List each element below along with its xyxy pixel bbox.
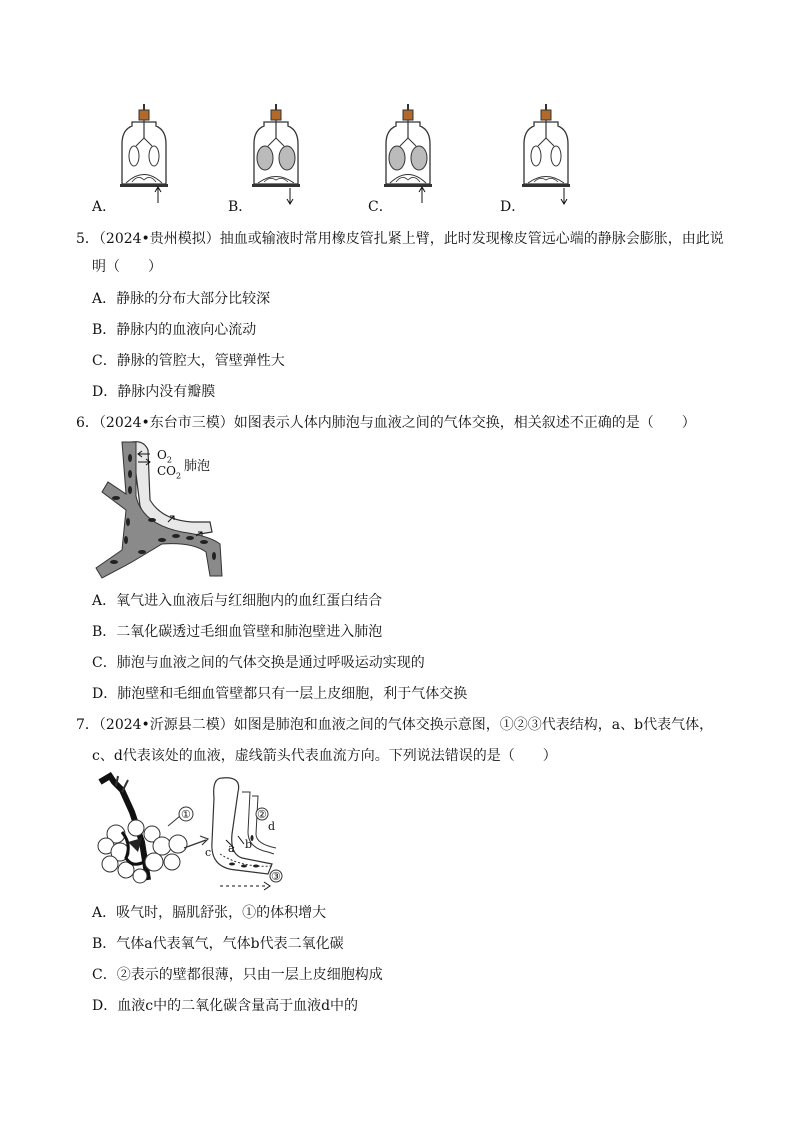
- q4-option-a-label: A．: [92, 199, 117, 215]
- q5-option-b: B．静脉内的血液向心流动: [92, 322, 257, 338]
- q5-stem-line2: 明（ ）: [92, 259, 162, 275]
- gas-a-label: a: [228, 842, 235, 855]
- gas-b-label: b: [245, 838, 253, 851]
- co2-label: $CO_2$: [157, 464, 182, 481]
- bell-jar-figure-b: [250, 104, 310, 194]
- blood-d-label: d: [268, 820, 276, 833]
- alveolus-label: 肺泡: [184, 459, 211, 474]
- structure-2-label: ②: [257, 808, 267, 821]
- q7-stem-line1: 7．（2024•沂源县二模）如图是肺泡和血液之间的气体交换示意图，①②③代表结构，a、b代表气体，: [76, 717, 714, 733]
- q5-stem-line1: 5．（2024•贵州模拟）抽血或输液时常用橡皮管扎紧上臂，此时发现橡皮管远心端的静脉会膨胀，由此说: [76, 231, 724, 247]
- bell-jar-figure-d: [520, 104, 580, 194]
- q6-option-c: C．肺泡与血液之间的气体交换是通过呼吸运动实现的: [92, 655, 425, 671]
- bell-jar-figure-a: [118, 104, 178, 194]
- structure-3-label: ③: [271, 870, 281, 883]
- q6-option-d: D．肺泡壁和毛细血管壁都只有一层上皮细胞，利于气体交换: [92, 686, 468, 702]
- o2-label: $O_2$: [157, 448, 172, 465]
- structure-1-label: ①: [181, 808, 191, 821]
- q5-option-a: A．静脉的分布大部分比较深: [92, 291, 271, 307]
- q6-option-a: A．氧气进入血液后与红细胞内的血红蛋白结合: [92, 593, 383, 609]
- q4-option-c-label: C．: [368, 199, 393, 215]
- blood-c-label: c: [205, 846, 212, 859]
- q6-option-b: B．二氧化碳透过毛细血管壁和肺泡壁进入肺泡: [92, 624, 383, 640]
- q7-option-b: B．气体a代表氧气，气体b代表二氧化碳: [92, 936, 344, 952]
- q7-option-d: D．血液c中的二氧化碳含量高于血液d中的: [92, 998, 359, 1014]
- q5-option-c: C．静脉的管腔大，管壁弹性大: [92, 353, 285, 369]
- q6-stem: 6．（2024•东台市三模）如图表示人体内肺泡与血液之间的气体交换，相关叙述不正确的是（ ）: [76, 415, 696, 431]
- q7-option-c: C．②表示的壁都很薄，只由一层上皮细胞构成: [92, 967, 383, 983]
- bell-jar-figure-c: [382, 104, 442, 194]
- q4-option-b-label: B．: [228, 199, 253, 215]
- q7-option-a: A．吸气时，膈肌舒张，①的体积增大: [92, 905, 327, 921]
- q4-option-d-label: D．: [500, 199, 526, 215]
- q5-option-d: D．静脉内没有瓣膜: [92, 384, 216, 400]
- q7-stem-line2: c、d代表该处的血液，虚线箭头代表血流方向。下列说法错误的是（ ）: [92, 748, 557, 764]
- lung-alveolus-exchange-figure: [92, 772, 292, 892]
